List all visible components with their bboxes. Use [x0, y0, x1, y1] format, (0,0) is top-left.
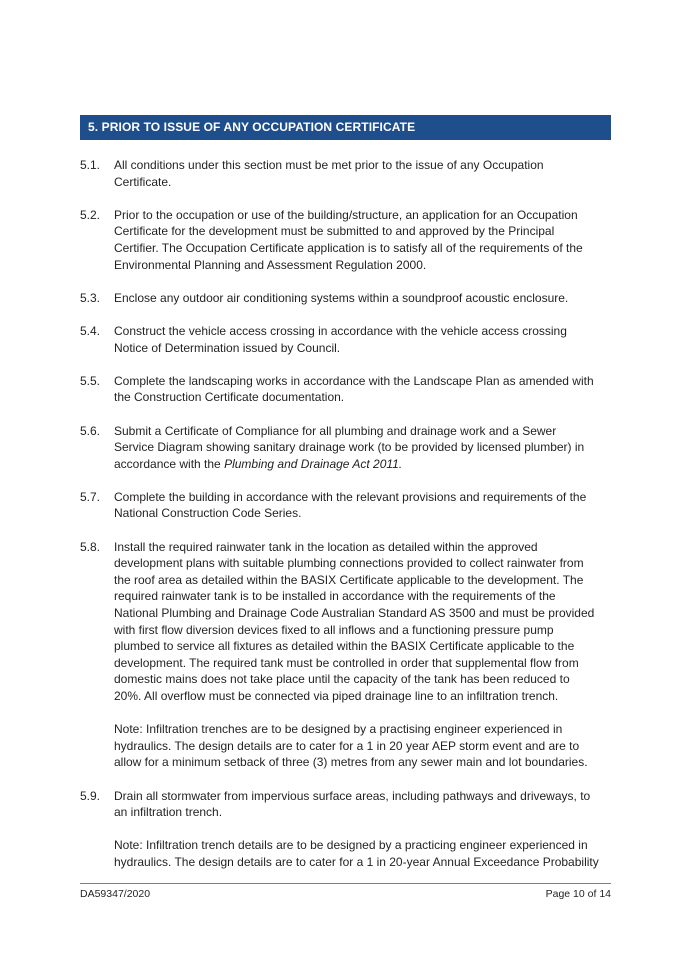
condition-text: All conditions under this section must be met prior to the issue of any Occupation Certificate.: [114, 158, 544, 189]
condition-number: 5.7.: [80, 489, 101, 504]
section-heading: 5. PRIOR TO ISSUE OF ANY OCCUPATION CERTIFICATE: [80, 115, 611, 140]
condition-item: [80, 539, 611, 705]
condition-text: Install the required rainwater tank in the location as detailed within the approved development plans with suitable plumbing connections provided to collect rainwater from the roof area as detailed within the BASIX Certificate applicable to the development. The required rainwater tank is to be installed in accordance with the requirements of the National Plumbing and Drainage Code Australian Standard AS 3500 and must be provided with first flow diversion devices fixed to all inflows and a functioning pressure pump plumbed to service all fixtures as detailed within the BASIX Certificate applicable to the development. The required tank must be controlled in order that supplemental flow from domestic mains does not take place until the capacity of the tank has been reduced to 20%. All overflow must be connected via piped drainage line to an infiltration trench.: [114, 539, 595, 703]
page-number: Page 10 of 14: [545, 888, 611, 900]
condition-text: Construct the vehicle access crossing in accordance with the vehicle access crossing Notice of Determination issued by Council.: [114, 323, 567, 355]
condition-item: [80, 207, 611, 273]
condition-text: Complete the building in accordance with the relevant provisions and requirements of the National Construction Code Series.: [114, 489, 587, 521]
conditions-list: [80, 157, 611, 871]
condition-item: [80, 157, 611, 190]
condition-number: 5.2.: [80, 207, 101, 222]
condition-number: 5.5.: [80, 373, 101, 388]
condition-number: 5.4.: [80, 323, 101, 338]
condition-text: Drain all stormwater from impervious surface areas, including pathways and driveways, to an infiltration trench.: [114, 788, 591, 820]
act-title: Plumbing and Drainage Act 2011.: [224, 456, 403, 471]
condition-item: [80, 788, 611, 821]
condition-note: Note: Infiltration trench details are to be designed by a practicing engineer experienced in hydraulics. The design details are to cater for a 1 in 20-year Annual Exceedance Probability: [114, 838, 599, 869]
condition-number: 5.1.: [80, 158, 101, 172]
condition-text: Complete the landscaping works in accordance with the Landscape Plan as amended with the Construction Certificate documentation.: [114, 373, 594, 405]
condition-item: [80, 323, 611, 356]
condition-text: Prior to the occupation or use of the building/structure, an application for an Occupation Certificate for the development must be submitted to and approved by the Principal Certifier. The Occupation Certificate application is to satisfy all of the requirements of the Environmental Planning and Assessment Regulation 2000.: [114, 207, 583, 272]
condition-item: [80, 373, 611, 406]
footer-divider: [80, 883, 611, 884]
document-reference: DA59347/2020: [80, 888, 151, 900]
condition-text: Submit a Certificate of Compliance for all plumbing and drainage work and a Sewer Service Diagram showing sanitary drainage work (to be provided by licensed plumber) in accordance with the Plumbing and Drainage Act 2011.: [114, 423, 585, 471]
condition-item: [80, 423, 611, 473]
condition-item: [80, 489, 611, 522]
condition-number: 5.6.: [80, 423, 101, 438]
condition-note: Note: Infiltration trenches are to be designed by a practising engineer experienced in hydraulics. The design details are to cater for a 1 in 20 year AEP storm event and are to allow for a minimum setback of three (3) metres from any sewer main and lot boundaries.: [114, 722, 588, 770]
condition-item: [80, 290, 611, 307]
condition-number: 5.9.: [80, 788, 101, 803]
condition-text: Enclose any outdoor air conditioning systems within a soundproof acoustic enclosure.: [114, 290, 569, 305]
condition-number: 5.8.: [80, 539, 101, 554]
condition-number: 5.3.: [80, 290, 101, 305]
